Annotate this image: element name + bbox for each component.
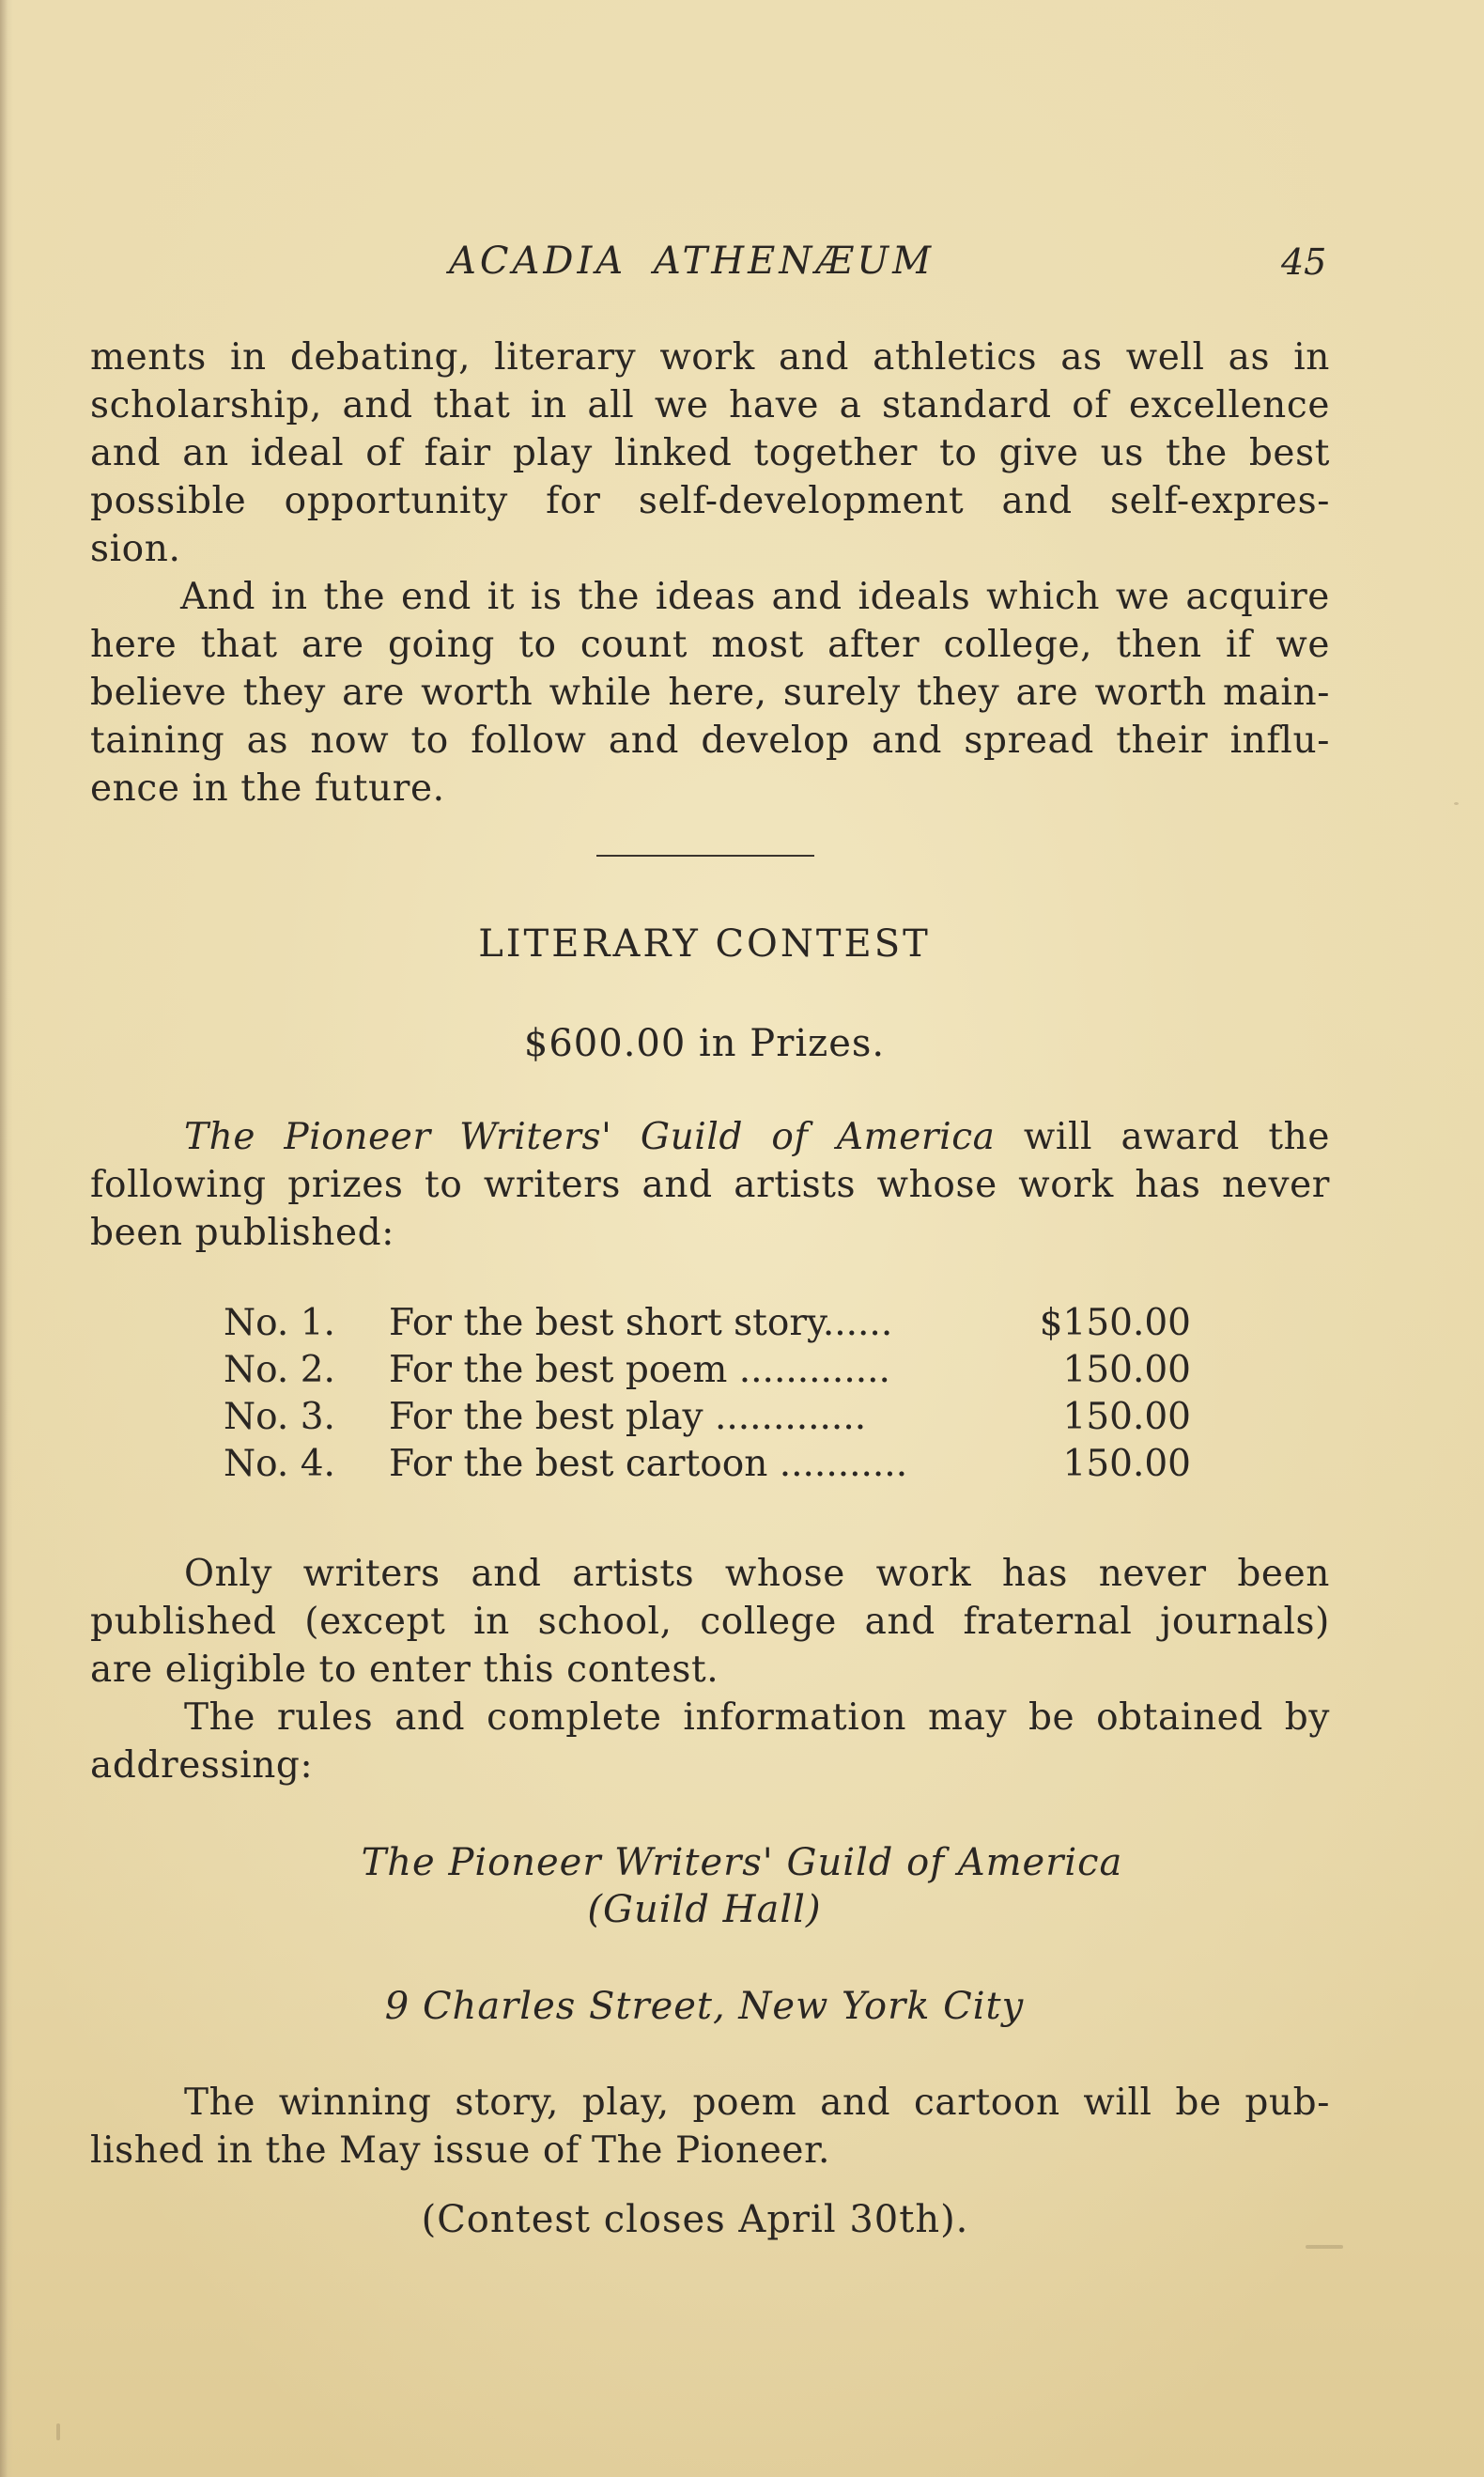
text-line: addressing: <box>90 1744 314 1787</box>
paper-speck <box>1306 2245 1343 2249</box>
journal-title: ACADIA ATHENÆUM <box>449 240 935 283</box>
section-divider <box>596 855 814 857</box>
page-number: 45 <box>1281 241 1327 283</box>
prize-list <box>224 1300 1210 1488</box>
prize-amount: $150.00 <box>1039 1302 1191 1344</box>
winning-paragraph <box>90 2079 1330 2175</box>
text-line: possible opportunity for self-development and self-expres- <box>90 480 1330 522</box>
intro-rest: will award the <box>995 1116 1331 1158</box>
prize-number: No. 4. <box>224 1443 335 1485</box>
prize-description: For the best cartoon ........... <box>389 1443 908 1485</box>
paragraph-ideals <box>90 573 1330 813</box>
running-header <box>0 240 1484 296</box>
address-org: The Pioneer Writers' Guild of America <box>361 1841 1123 1884</box>
text-line: been published: <box>90 1212 394 1254</box>
address-hall: (Guild Hall) <box>587 1888 822 1931</box>
address-street: 9 Charles Street, New York City <box>384 1985 1025 2028</box>
text-line: sion. <box>90 528 181 570</box>
contest-closing: (Contest closes April 30th). <box>421 2198 969 2241</box>
prize-description: For the best poem ............. <box>389 1349 890 1391</box>
text-line: following prizes to writers and artists whose work has never <box>90 1164 1330 1206</box>
text-line: lished in the May issue of The Pioneer. <box>90 2129 831 2172</box>
prize-description: For the best short story...... <box>389 1302 893 1344</box>
prize-row <box>224 1441 1210 1488</box>
page-edge-shadow <box>0 0 13 2477</box>
text-line: The winning story, play, poem and cartoon will be pub- <box>184 2082 1330 2124</box>
prize-number: No. 2. <box>224 1349 335 1391</box>
contest-heading: LITERARY CONTEST <box>478 922 931 966</box>
paper-speck <box>1454 802 1459 805</box>
continued-article <box>90 333 1330 813</box>
text-line: believe they are worth while here, surely they are worth main- <box>90 672 1330 714</box>
text-line: are eligible to enter this contest. <box>90 1649 719 1691</box>
prize-total: $600.00 in Prizes. <box>523 1022 886 1065</box>
text-line: ence in the future. <box>90 767 445 810</box>
text-line: And in the end it is the ideas and ideals which we acquire <box>180 576 1330 618</box>
prize-row <box>224 1394 1210 1441</box>
prize-row <box>224 1300 1210 1347</box>
paper-speck <box>56 2423 60 2440</box>
text-line: taining as now to follow and develop and spread their influ- <box>90 720 1330 762</box>
text-line <box>90 1113 1330 1161</box>
text-line: and an ideal of fair play linked together to give us the best <box>90 432 1330 474</box>
eligibility-paragraph <box>90 1550 1330 1789</box>
prize-amount: 150.00 <box>1062 1396 1191 1438</box>
paragraph-continued <box>90 333 1330 573</box>
prize-amount: 150.00 <box>1062 1349 1191 1391</box>
prize-amount: 150.00 <box>1062 1443 1191 1485</box>
text-line: ments in debating, literary work and athletics as well as in <box>90 336 1330 379</box>
text-line: here that are going to count most after college, then if we <box>90 624 1330 666</box>
text-line: Only writers and artists whose work has never been <box>184 1553 1330 1595</box>
text-line: The rules and complete information may be obtained by <box>184 1696 1330 1739</box>
guild-name: The Pioneer Writers' Guild of America <box>184 1116 996 1158</box>
prize-description: For the best play ............. <box>389 1396 867 1438</box>
prize-number: No. 1. <box>224 1302 335 1344</box>
prize-row <box>224 1347 1210 1394</box>
prize-number: No. 3. <box>224 1396 335 1438</box>
contest-intro <box>90 1113 1330 1257</box>
text-line: published (except in school, college and fraternal journals) <box>90 1601 1330 1643</box>
text-line: scholarship, and that in all we have a standard of excellence <box>90 384 1330 426</box>
